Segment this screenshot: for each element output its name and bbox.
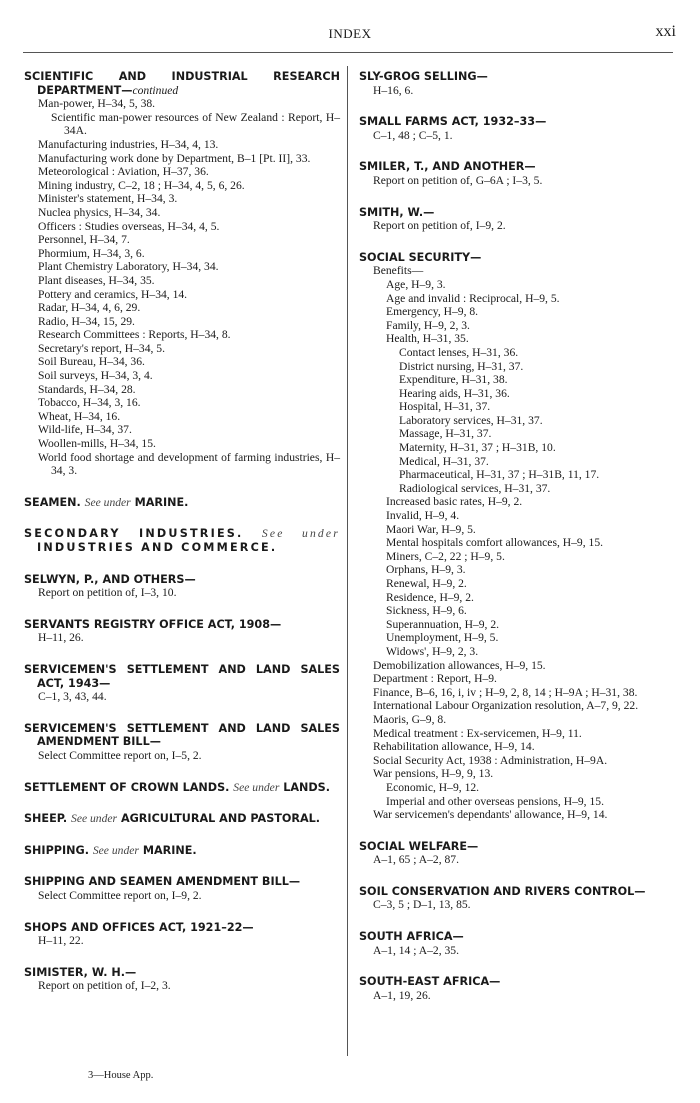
cross-reference-target: LANDS. [283, 780, 330, 794]
subentry: Secretary's report, H–34, 5. [38, 341, 166, 355]
cross-reference-target: MARINE. [134, 495, 189, 509]
subentry: Finance, B–6, 16, i, iv ; H–9, 2, 8, 14 ; H–9A ; H–31, 38. [373, 685, 638, 699]
heading-text: SHOPS AND OFFICES ACT, 1921–22— [24, 920, 254, 934]
index-entry [24, 527, 340, 554]
subentry: Tobacco, H–34, 3, 16. [38, 396, 141, 410]
subentry: Research Committees : Reports, H–34, 8. [38, 328, 231, 342]
subentry: Residence, H–9, 2. [386, 590, 474, 604]
subentry: H–11, 22. [38, 934, 84, 948]
subentry: Standards, H–34, 28. [38, 382, 136, 396]
subentry: Unemployment, H–9, 5. [386, 631, 499, 645]
heading-text: SMITH, W.— [359, 205, 435, 219]
subentry: Report on petition of, I–3, 10. [38, 586, 177, 600]
subentry: Manufacturing industries, H–34, 4, 13. [38, 137, 219, 151]
subentry: Orphans, H–9, 3. [386, 563, 466, 577]
page-footer: 3—House App. [88, 1070, 154, 1081]
heading-text: SMILER, T., AND ANOTHER— [359, 160, 536, 174]
heading-text: SOUTH-EAST AFRICA— [359, 975, 501, 989]
cross-reference-target: MARINE. [142, 843, 197, 857]
subentry: Family, H–9, 2, 3. [386, 318, 470, 332]
index-entry [359, 160, 671, 187]
subentry: Select Committee report on, I–5, 2. [38, 748, 202, 762]
heading-text: SHIPPING AND SEAMEN AMENDMENT BILL— [24, 875, 301, 889]
subentry: Scientific man-power resources of New Zealand : Report, H–34A. [51, 110, 340, 138]
index-entry [24, 573, 340, 600]
subentry: Massage, H–31, 37. [399, 427, 492, 441]
subentry: Mental hospitals comfort allowances, H–9, 15. [386, 536, 604, 550]
subentry: Maori War, H–9, 5. [386, 522, 476, 536]
heading-text: SIMISTER, W. H.— [24, 965, 137, 979]
subentry: Sickness, H–9, 6. [386, 604, 467, 618]
subentry: Maoris, G–9, 8. [373, 712, 447, 726]
index-entry [24, 844, 340, 858]
subentry: Report on petition of, I–9, 2. [373, 219, 506, 233]
entry-heading [24, 812, 340, 826]
entry-heading [359, 975, 671, 989]
index-entry [24, 496, 340, 510]
subentry: War pensions, H–9, 9, 13. [373, 767, 494, 781]
entry-heading [24, 921, 340, 935]
heading-text: SMALL FARMS ACT, 1932–33— [359, 115, 547, 129]
subentry: Pharmaceutical, H–31, 37 ; H–31B, 11, 17. [399, 468, 600, 482]
column-divider [347, 66, 348, 1056]
subentry: Mining industry, C–2, 18 ; H–34, 4, 5, 6, 26. [38, 178, 245, 192]
entry-heading [24, 663, 340, 690]
heading-text: SCIENTIFIC AND INDUSTRIAL RESEARCH DEPARTMENT— [24, 70, 340, 97]
subentry: Widows', H–9, 2, 3. [386, 644, 479, 658]
subentry: War servicemen's dependants' allowance, H–9, 14. [373, 808, 608, 822]
heading-text: SHIPPING. [24, 843, 89, 857]
subentry: Invalid, H–9, 4. [386, 509, 460, 523]
index-entry [359, 251, 671, 822]
see-under-label: See under [261, 527, 340, 541]
subentry: Expenditure, H–31, 38. [399, 373, 508, 387]
heading-text: SOIL CONSERVATION AND RIVERS CONTROL— [359, 884, 646, 898]
subentry: H–11, 26. [38, 631, 84, 645]
index-entry [24, 70, 340, 478]
heading-text: SERVANTS REGISTRY OFFICE ACT, 1908— [24, 617, 282, 631]
subentry: Hospital, H–31, 37. [399, 400, 491, 414]
subentry: Emergency, H–9, 8. [386, 305, 479, 319]
entry-heading [24, 875, 340, 889]
heading-text: SLY-GROG SELLING— [359, 70, 488, 83]
index-column-left [24, 70, 340, 1011]
subentry: Social Security Act, 1938 : Administration, H–9A. [373, 753, 608, 767]
subentry: Health, H–31, 35. [386, 332, 469, 346]
see-under-label: See under [71, 812, 118, 826]
entry-heading [24, 527, 340, 554]
subentry: Medical treatment : Ex-servicemen, H–9, 11. [373, 726, 582, 740]
entry-heading [24, 70, 340, 97]
subentry: H–16, 6. [373, 83, 414, 97]
subentry: Man-power, H–34, 5, 38. [38, 97, 156, 111]
entry-heading [24, 573, 340, 587]
heading-text: SOUTH AFRICA— [359, 930, 464, 944]
entry-heading [359, 70, 671, 84]
subentry: Imperial and other overseas pensions, H–9, 15. [386, 794, 604, 808]
see-under-label: See under [92, 843, 139, 857]
entry-heading [359, 206, 671, 220]
subentry: Plant diseases, H–34, 35. [38, 273, 155, 287]
index-entry [359, 840, 671, 867]
entry-heading [24, 496, 340, 510]
heading-text: SHEEP. [24, 812, 68, 826]
subentry: Woollen-mills, H–34, 15. [38, 437, 156, 451]
page-header [0, 23, 700, 48]
index-entry [359, 206, 671, 233]
index-entry [24, 618, 340, 645]
entry-heading [24, 966, 340, 980]
page-title: INDEX [328, 26, 372, 41]
subentry: Report on petition of, I–2, 3. [38, 979, 171, 993]
subentry: Minister's statement, H–34, 3. [38, 192, 178, 206]
subentry: Select Committee report on, I–9, 2. [38, 888, 202, 902]
subentry: Phormium, H–34, 3, 6. [38, 246, 145, 260]
subentry: A–1, 65 ; A–2, 87. [373, 853, 459, 867]
index-entry [24, 966, 340, 993]
subentry: Plant Chemistry Laboratory, H–34, 34. [38, 260, 219, 274]
entry-heading [359, 930, 671, 944]
subentry: Soil Bureau, H–34, 36. [38, 355, 145, 369]
subentry: Officers : Studies overseas, H–34, 4, 5. [38, 219, 220, 233]
entry-heading [24, 781, 340, 795]
cross-reference-target: INDUSTRIES AND COMMERCE. [37, 541, 278, 554]
subentry: A–1, 19, 26. [373, 988, 431, 1002]
subentry: Radio, H–34, 15, 29. [38, 314, 135, 328]
entry-heading [359, 251, 671, 265]
subentry: Pottery and ceramics, H–34, 14. [38, 287, 188, 301]
subentry: Rehabilitation allowance, H–9, 14. [373, 740, 535, 754]
heading-text: SECONDARY INDUSTRIES. [24, 527, 244, 541]
entry-heading [24, 844, 340, 858]
subentry: C–1, 3, 43, 44. [38, 690, 107, 704]
heading-text: SERVICEMEN'S SETTLEMENT AND LAND SALES AMENDMENT BILL— [24, 721, 340, 749]
subentry: World food shortage and development of farming industries, H–34, 3. [38, 450, 340, 478]
subentry: Personnel, H–34, 7. [38, 233, 130, 247]
entry-heading [359, 115, 671, 129]
subentry: C–1, 48 ; C–5, 1. [373, 128, 453, 142]
subentry: Benefits— [373, 264, 424, 278]
index-entry [24, 722, 340, 763]
subentry: International Labour Organization resolution, A–7, 9, 22. [373, 699, 639, 713]
heading-text: SEAMEN. [24, 495, 81, 509]
heading-text: SOCIAL WELFARE— [359, 839, 479, 853]
subentry: Age and invalid : Reciprocal, H–9, 5. [386, 291, 560, 305]
continued-label: continued [132, 83, 179, 97]
heading-text: SERVICEMEN'S SETTLEMENT AND LAND SALES ACT, 1943— [24, 662, 340, 690]
subentry: Manufacturing work done by Department, B–1 [Pt. II], 33. [38, 151, 311, 165]
index-entry [359, 70, 671, 97]
cross-reference-target: AGRICULTURAL AND PASTORAL. [120, 812, 321, 826]
subentry: Increased basic rates, H–9, 2. [386, 495, 523, 509]
index-entry [24, 812, 340, 826]
index-entry [24, 875, 340, 902]
subentry: Wheat, H–34, 16. [38, 409, 121, 423]
subentry: Hearing aids, H–31, 36. [399, 386, 510, 400]
subentry: Radar, H–34, 4, 6, 29. [38, 301, 141, 315]
subentry: District nursing, H–31, 37. [399, 359, 524, 373]
page-number: xxi [655, 23, 676, 40]
see-under-label: See under [84, 495, 131, 509]
entry-heading [359, 160, 671, 174]
subentry: Radiological services, H–31, 37. [399, 481, 551, 495]
subentry: Meteorological : Aviation, H–37, 36. [38, 165, 209, 179]
header-rule [23, 52, 673, 53]
subentry: Age, H–9, 3. [386, 277, 446, 291]
index-column-right [359, 70, 671, 1020]
subentry: Wild-life, H–34, 37. [38, 423, 132, 437]
subentry: Maternity, H–31, 37 ; H–31B, 10. [399, 441, 556, 455]
entry-heading [24, 722, 340, 749]
subentry: Economic, H–9, 12. [386, 780, 480, 794]
subentry: C–3, 5 ; D–1, 13, 85. [373, 898, 471, 912]
heading-text: SOCIAL SECURITY— [359, 250, 482, 264]
subentry: Report on petition of, G–6A ; I–3, 5. [373, 173, 543, 187]
subentry: Medical, H–31, 37. [399, 454, 489, 468]
entry-heading [359, 885, 671, 899]
subentry: Soil surveys, H–34, 3, 4. [38, 369, 153, 383]
subentry: A–1, 14 ; A–2, 35. [373, 943, 459, 957]
subentry: Renewal, H–9, 2. [386, 577, 467, 590]
index-entry [24, 663, 340, 704]
subentry: Demobilization allowances, H–9, 15. [373, 658, 546, 672]
entry-heading [359, 840, 671, 854]
index-entry [24, 781, 340, 795]
index-entry [24, 921, 340, 948]
index-entry [359, 975, 671, 1002]
entry-heading [24, 618, 340, 632]
subentry: Department : Report, H–9. [373, 672, 497, 686]
heading-text: SETTLEMENT OF CROWN LANDS. [24, 780, 230, 794]
heading-text: SELWYN, P., AND OTHERS— [24, 572, 196, 586]
index-entry [359, 930, 671, 957]
subentry: Nuclea physics, H–34, 34. [38, 205, 161, 219]
subentry: Miners, C–2, 22 ; H–9, 5. [386, 549, 505, 563]
subentry: Laboratory services, H–31, 37. [399, 413, 543, 427]
index-entry [359, 885, 671, 912]
index-entry [359, 115, 671, 142]
subentry: Contact lenses, H–31, 36. [399, 345, 519, 359]
subentry: Superannuation, H–9, 2. [386, 617, 500, 631]
see-under-label: See under [233, 780, 280, 794]
